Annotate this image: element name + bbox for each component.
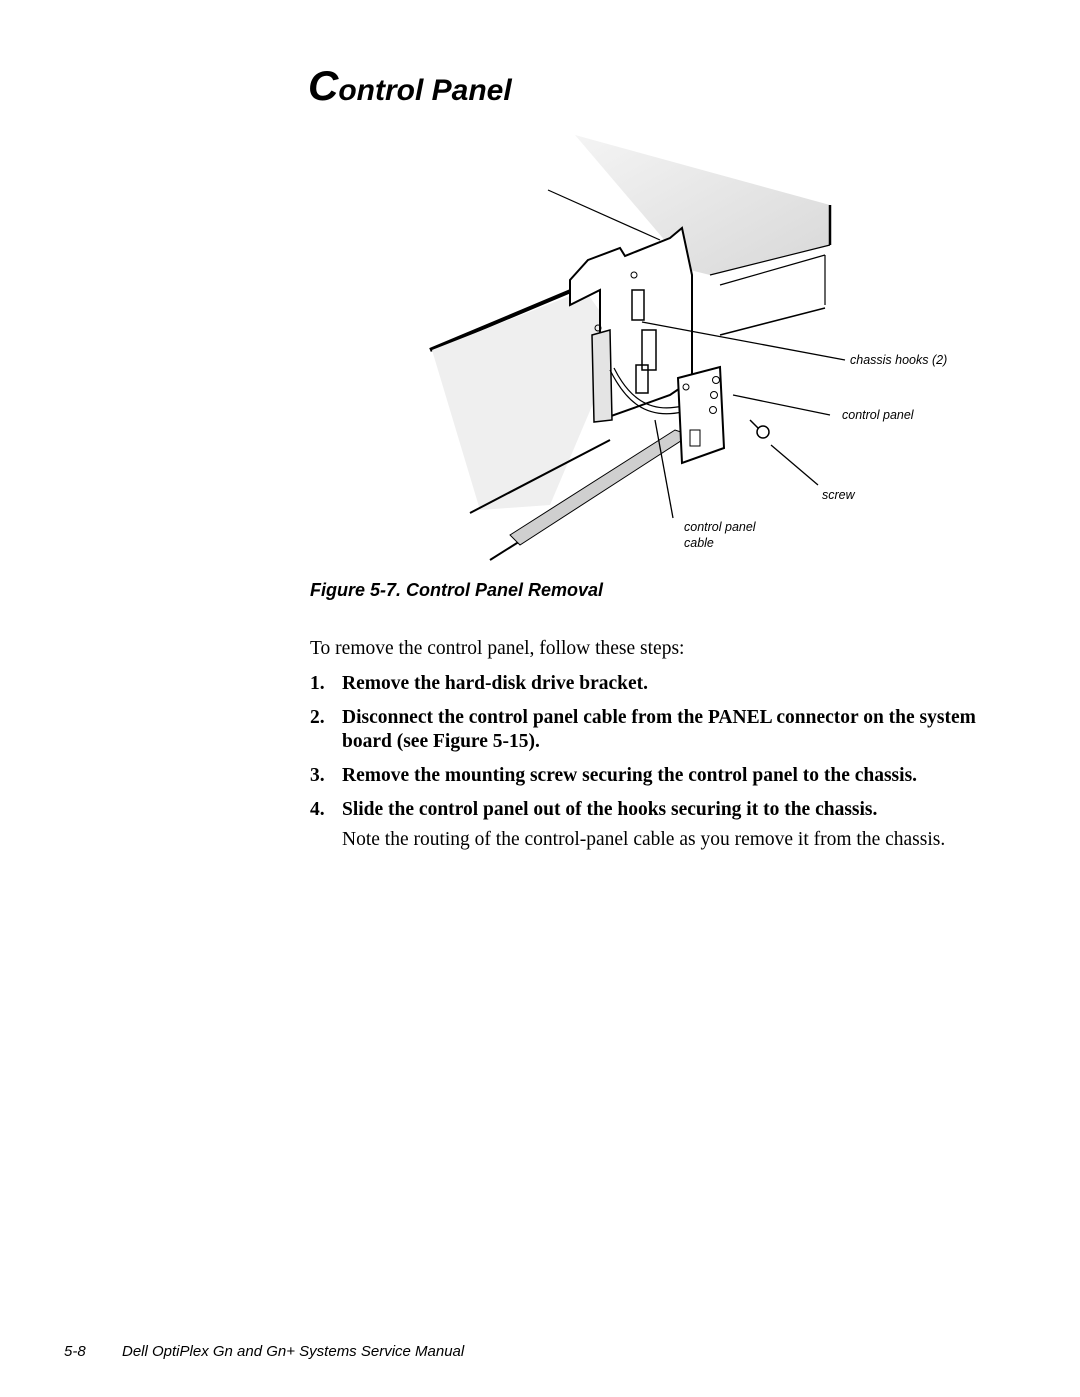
- step-number: 1.: [310, 673, 325, 694]
- control-panel-board: [678, 367, 724, 463]
- step-text: Remove the hard-disk drive bracket.: [342, 673, 649, 694]
- step-item: [310, 672, 990, 696]
- control-panel-removal-figure: [420, 130, 980, 570]
- step-item: [310, 798, 990, 822]
- callout-control-panel-cable: [684, 519, 756, 551]
- figure-caption: Figure 5-7. Control Panel Removal: [310, 580, 604, 600]
- page-footer: [64, 1343, 464, 1360]
- step-number: 3.: [310, 765, 325, 786]
- screw: [750, 420, 769, 438]
- callout-control-panel: control panel: [842, 408, 914, 422]
- step-text: Slide the control panel out of the hooks securing it to the chassis.: [342, 799, 878, 820]
- control-panel-illustration: [420, 130, 980, 570]
- page-title-rest: ontrol Panel: [338, 74, 512, 107]
- intro-paragraph: To remove the control panel, follow these steps:: [310, 638, 685, 659]
- page-title-initial: C: [308, 62, 339, 109]
- step-item: [310, 764, 990, 788]
- step-text: Remove the mounting screw securing the control panel to the chassis.: [342, 765, 918, 786]
- steps-list: [310, 672, 990, 832]
- step-number: 2.: [310, 707, 325, 728]
- page-title: [308, 62, 512, 110]
- callout-screw: screw: [822, 488, 855, 502]
- step-item: [310, 706, 990, 754]
- page-number: 5-8: [64, 1343, 86, 1360]
- step-number: 4.: [310, 799, 325, 820]
- step-text: Disconnect the control panel cable from the PANEL connector on the system board (see Figure 5-15).: [342, 707, 976, 752]
- callout-cable-line-2: cable: [684, 536, 714, 550]
- manual-title: Dell OptiPlex Gn and Gn+ Systems Service Manual: [122, 1343, 465, 1360]
- note-paragraph: Note the routing of the control-panel cable as you remove it from the chassis.: [342, 829, 946, 850]
- callout-chassis-hooks: chassis hooks (2): [850, 353, 948, 367]
- callout-cable-line-1: control panel: [684, 520, 756, 534]
